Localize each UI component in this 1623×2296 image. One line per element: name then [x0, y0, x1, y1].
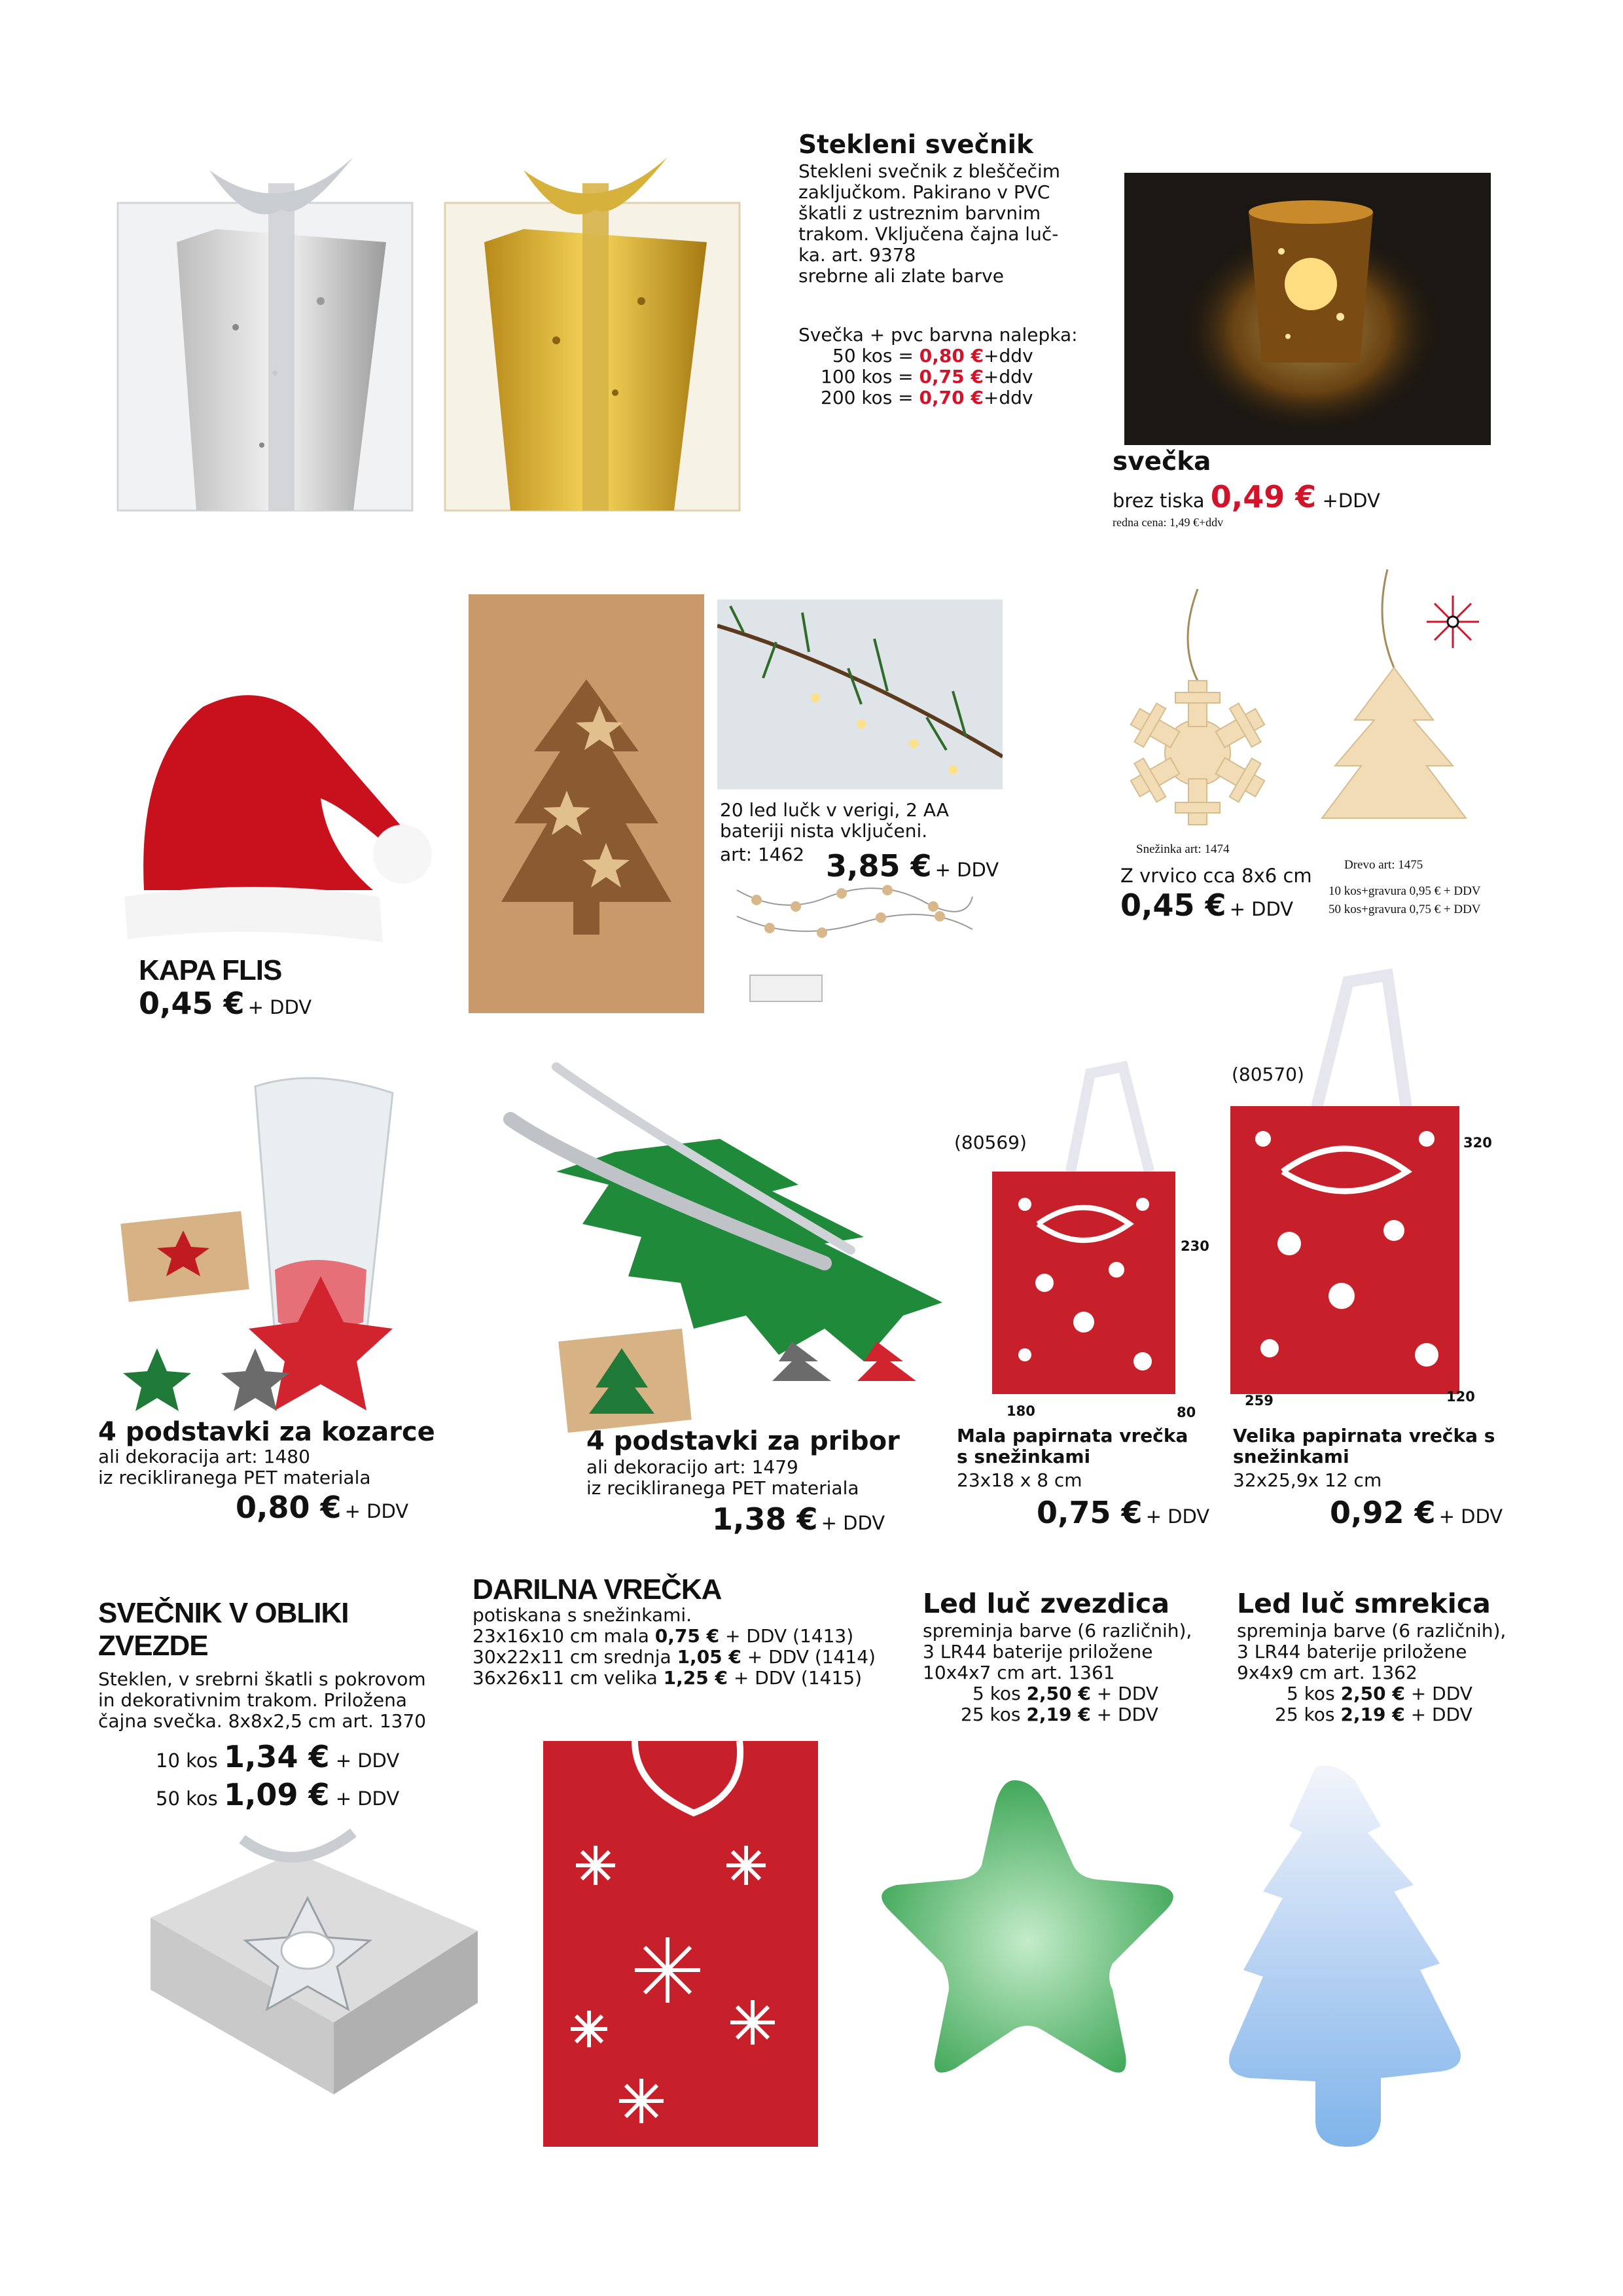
tier-row — [1237, 1704, 1472, 1725]
bag-small-suffix: + DDV — [1145, 1505, 1210, 1528]
candle-prefix: brez tiska — [1113, 490, 1205, 512]
bag-small-price: 0,75 € — [1037, 1495, 1143, 1530]
led-chain-price: 3,85 € — [826, 848, 932, 884]
bag-small-price-line — [1037, 1495, 1209, 1530]
bag-small-dim-d: 80 — [1177, 1405, 1196, 1420]
tier-row — [923, 1704, 1158, 1725]
tier-row — [798, 387, 1033, 408]
glass-candle-image — [105, 144, 766, 537]
wooden-ornaments-size: Z vrvico cca 8x6 cm — [1120, 865, 1312, 887]
gift-bag-rows — [473, 1626, 876, 1689]
candle-price: 0,49 € — [1210, 479, 1317, 514]
tier-row — [798, 367, 1033, 387]
tier-row — [1237, 1683, 1472, 1704]
tier-price: 1,34 € — [223, 1739, 330, 1774]
bag-large-image — [1230, 969, 1466, 1401]
tier-suffix: +ddv — [983, 387, 1033, 408]
gift-bag-suffix: + DDV (1414) — [741, 1646, 876, 1668]
gift-bag-price: 1,05 € — [677, 1646, 741, 1668]
glass-candle-desc: Stekleni svečnik z bleščečim zaključkom. Pakirano v PVC škatli z ustreznim barvnim trakom. Vključena čajna luč- ka. art. 9378 srebrne ali zlate barve — [798, 160, 1061, 287]
tree-label: Drevo art: 1475 — [1344, 858, 1423, 872]
santa-hat-title: KAPA FLIS — [139, 954, 282, 986]
gift-bag-row — [473, 1626, 876, 1647]
gift-bag-size: 23x16x10 cm mala — [473, 1625, 655, 1647]
bag-small-image — [992, 1060, 1188, 1401]
tier-suffix: + DDV — [335, 1749, 400, 1772]
tier-suffix: + DDV — [1096, 1704, 1158, 1725]
tier-qty: 25 kos — [961, 1704, 1021, 1725]
tier-suffix: + DDV — [335, 1787, 400, 1810]
bag-large-code: (80570) — [1232, 1064, 1304, 1085]
bag-large-dim-w: 259 — [1245, 1393, 1274, 1408]
led-chain-box-image — [469, 594, 704, 1013]
bag-small-dim-w: 180 — [1007, 1403, 1035, 1419]
bag-large-dim-d: 120 — [1446, 1389, 1475, 1405]
tier-qty: 200 kos = — [821, 387, 914, 408]
cutlery-desc: ali dekoracijo art: 1479 iz recikliranega PET materiala — [586, 1456, 859, 1499]
snowflake-label: Snežinka art: 1474 — [1136, 842, 1230, 856]
gift-bag-price: 0,75 € — [654, 1625, 720, 1647]
bag-small-code: (80569) — [954, 1132, 1027, 1153]
bag-small-dim-h: 230 — [1181, 1238, 1209, 1254]
wooden-ornaments-price-line — [1120, 888, 1293, 923]
glass-candle-title: Stekleni svečnik — [798, 130, 1033, 160]
led-tree-image — [1211, 1754, 1472, 2173]
tier-row — [156, 1778, 399, 1816]
led-star-tiers — [923, 1683, 1158, 1725]
bag-large-suffix: + DDV — [1438, 1505, 1503, 1528]
santa-hat-image — [124, 681, 438, 956]
tier-qty: 25 kos — [1275, 1704, 1335, 1725]
led-tree-desc: spreminja barve (6 različnih), 3 LR44 baterije priložene 9x4x9 cm art. 1362 — [1237, 1620, 1507, 1683]
coasters-image — [118, 1060, 484, 1427]
tier-qty: 5 kos — [972, 1683, 1021, 1704]
candle-suffix: +DDV — [1322, 490, 1380, 512]
coasters-price-line — [236, 1490, 408, 1525]
tier-price: 2,50 € — [1026, 1683, 1091, 1704]
led-star-title: Led luč zvezdica — [923, 1588, 1170, 1619]
wooden-ornaments-price: 0,45 € — [1120, 888, 1226, 923]
tier-price: 0,70 € — [919, 387, 984, 408]
gift-bag-size: 30x22x11 cm srednja — [473, 1646, 677, 1668]
led-chain-suffix: + DDV — [935, 859, 999, 881]
led-chain-art: art: 1462 — [720, 844, 805, 865]
gift-bag-row — [473, 1668, 876, 1689]
led-tree-title: Led luč smrekica — [1237, 1588, 1491, 1619]
santa-hat-price-line — [139, 986, 312, 1021]
led-branch-photo — [717, 600, 1003, 789]
gift-bag-desc: potiskana s snežinkami. — [473, 1604, 692, 1626]
tier-qty: 10 kos — [156, 1749, 218, 1772]
santa-hat-price: 0,45 € — [139, 986, 245, 1021]
coasters-title: 4 podstavki za kozarce — [98, 1417, 435, 1447]
cutlery-suffix: + DDV — [821, 1512, 885, 1534]
tier-suffix: + DDV — [1410, 1704, 1472, 1725]
wooden-ornaments-image — [1113, 563, 1479, 838]
tier-qty: 5 kos — [1287, 1683, 1335, 1704]
coasters-suffix: + DDV — [344, 1500, 409, 1522]
tier-suffix: +ddv — [983, 366, 1033, 387]
tier-suffix: + DDV — [1410, 1683, 1472, 1704]
gift-bag-title: DARILNA VREČKA — [473, 1573, 722, 1605]
cutlery-holders-image — [497, 1054, 975, 1446]
tier-qty: 50 kos = — [832, 345, 914, 367]
candle-photo — [1124, 173, 1491, 445]
wooden-ornaments-suffix: + DDV — [1229, 898, 1294, 920]
glass-candle-tiers — [798, 346, 1033, 408]
star-holder-title: SVEČNIK V OBLIKI ZVEZDE — [98, 1597, 349, 1662]
gift-bag-image — [537, 1715, 825, 2160]
santa-hat-suffix: + DDV — [247, 996, 312, 1018]
bag-small-size: 23x18 x 8 cm — [957, 1469, 1082, 1491]
gift-bag-price: 1,25 € — [663, 1667, 728, 1689]
glass-candle-option: Svečka + pvc barvna nalepka: — [798, 324, 1078, 346]
bag-large-title: Velika papirnata vrečka s snežinkami — [1233, 1425, 1495, 1467]
gift-bag-size: 36x26x11 cm velika — [473, 1667, 664, 1689]
cutlery-price: 1,38 € — [712, 1501, 818, 1537]
tier-price: 0,80 € — [919, 345, 984, 367]
tier-price: 1,09 € — [223, 1777, 330, 1812]
gift-bag-suffix: + DDV (1415) — [727, 1667, 863, 1689]
gift-bag-suffix: + DDV (1413) — [719, 1625, 854, 1647]
tier-price: 2,19 € — [1026, 1704, 1091, 1725]
tier-price: 2,50 € — [1340, 1683, 1405, 1704]
tier-suffix: + DDV — [1096, 1683, 1158, 1704]
tier-row — [156, 1740, 399, 1778]
gift-bag-row — [473, 1647, 876, 1668]
candle-price-line — [1113, 480, 1380, 517]
led-star-desc: spreminja barve (6 različnih), 3 LR44 baterije priložene 10x4x7 cm art. 1361 — [923, 1620, 1192, 1683]
tier-price: 2,19 € — [1340, 1704, 1405, 1725]
cutlery-price-line — [712, 1501, 885, 1537]
led-chain-string-image — [730, 877, 979, 1014]
star-holder-desc: Steklen, v srebrni škatli s pokrovom in dekorativnim trakom. Priložena čajna svečka. 8x8x2,5 cm art. 1370 — [98, 1668, 427, 1732]
engrave-50: 50 kos+gravura 0,75 € + DDV — [1329, 903, 1481, 916]
star-holder-image — [144, 1826, 484, 2101]
candle-regular-price: redna cena: 1,49 €+ddv — [1113, 516, 1224, 529]
cutlery-title: 4 podstavki za pribor — [586, 1426, 900, 1456]
led-tree-tiers — [1237, 1683, 1472, 1725]
bag-large-price: 0,92 € — [1330, 1495, 1436, 1530]
bag-large-size: 32x25,9x 12 cm — [1233, 1469, 1382, 1491]
star-holder-tiers — [156, 1740, 399, 1816]
coasters-price: 0,80 € — [236, 1490, 342, 1525]
tier-row — [923, 1683, 1158, 1704]
tier-qty: 100 kos = — [821, 366, 914, 387]
bag-large-dim-h: 320 — [1463, 1135, 1492, 1151]
coasters-desc: ali dekoracija art: 1480 iz recikliranega PET materiala — [98, 1446, 371, 1488]
tier-row — [798, 346, 1033, 367]
candle-title: svečka — [1113, 447, 1211, 476]
tier-qty: 50 kos — [156, 1787, 218, 1810]
engrave-10: 10 kos+gravura 0,95 € + DDV — [1329, 884, 1481, 898]
bag-large-price-line — [1330, 1495, 1503, 1530]
led-chain-desc: 20 led lučk v verigi, 2 AA bateriji nista vključeni. — [720, 799, 949, 842]
led-star-image — [864, 1767, 1191, 2094]
tier-price: 0,75 € — [919, 366, 984, 387]
tier-suffix: +ddv — [984, 345, 1033, 367]
bag-small-title: Mala papirnata vrečka s snežinkami — [957, 1425, 1188, 1467]
